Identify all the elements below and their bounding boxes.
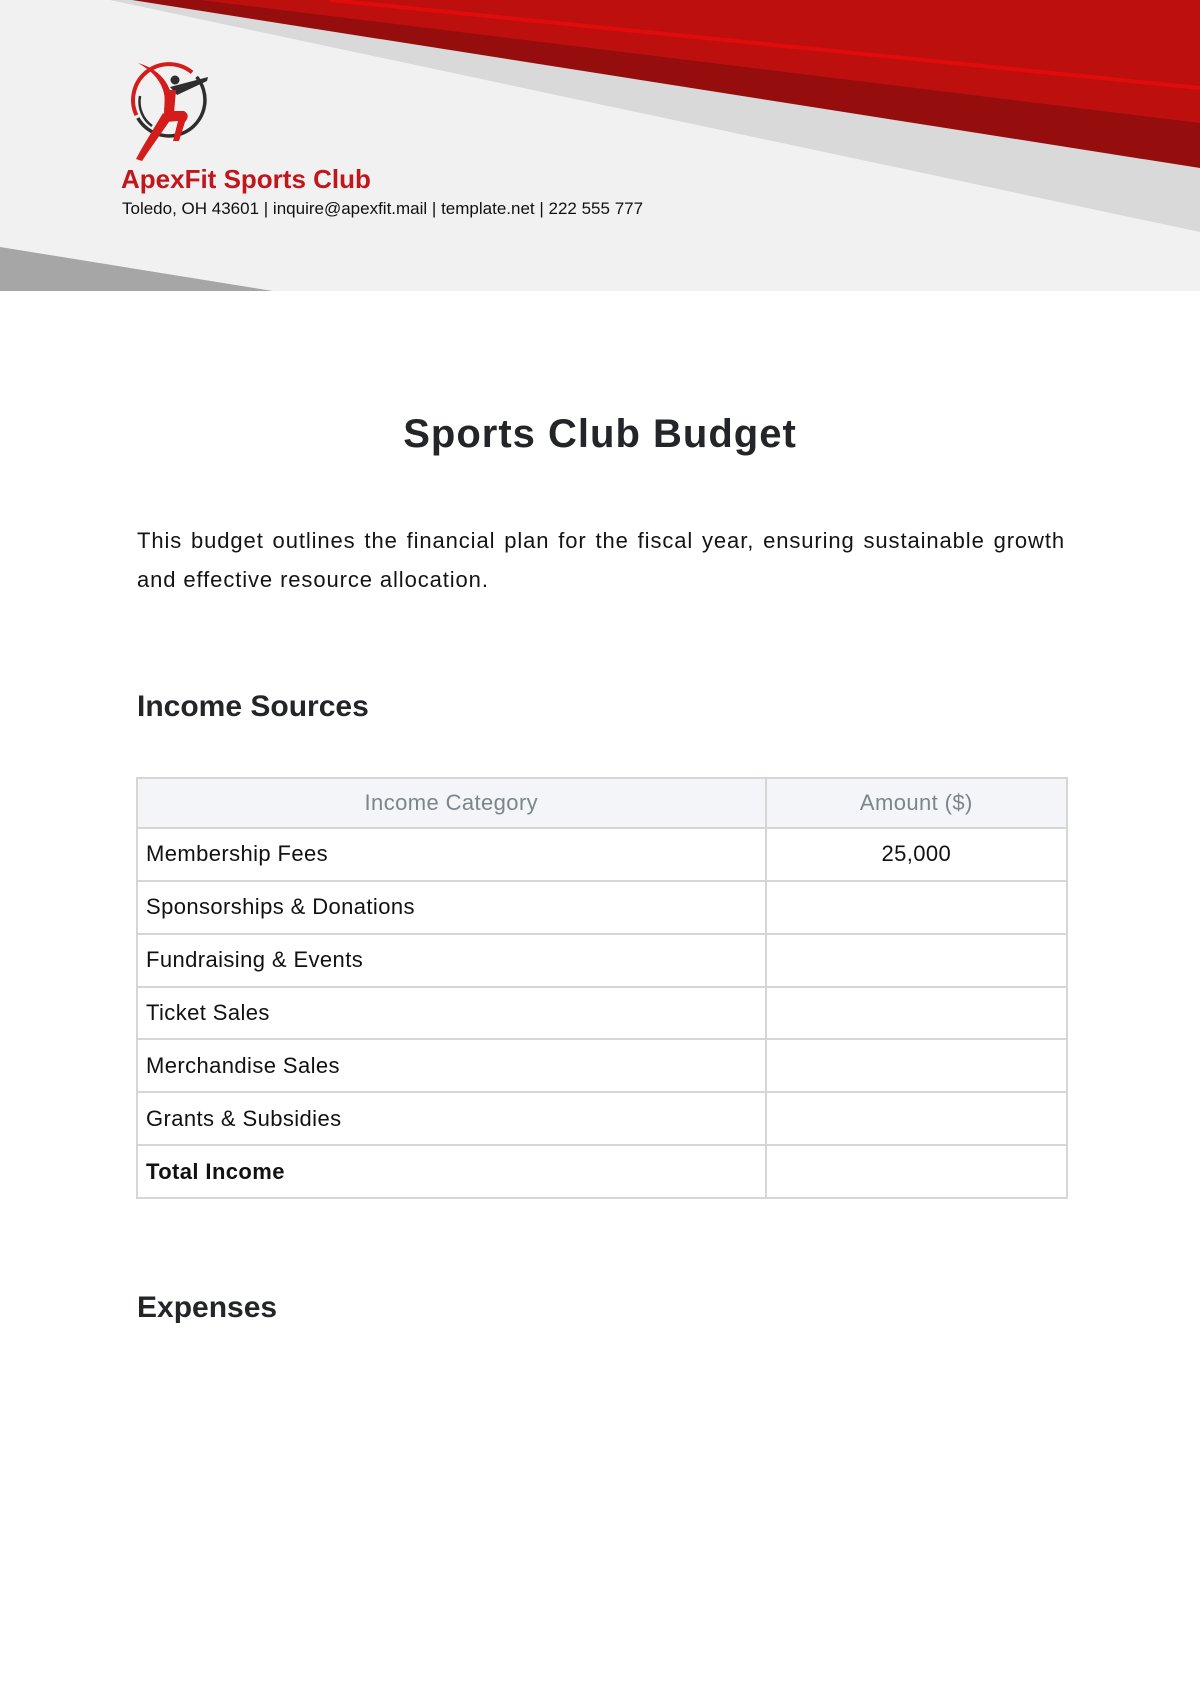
column-header-category: Income Category — [137, 778, 766, 828]
income-category-cell: Fundraising & Events — [137, 934, 766, 987]
contact-separator: | — [259, 199, 273, 218]
athlete-logo-icon — [118, 60, 218, 165]
contact-separator: | — [427, 199, 442, 218]
total-income-label: Total Income — [137, 1145, 766, 1198]
document-title: Sports Club Budget — [403, 412, 797, 456]
table-header-row — [137, 778, 1067, 828]
contact-email: inquire@apexfit.mail — [272, 199, 428, 218]
income-amount-cell — [766, 1092, 1067, 1145]
total-income-amount — [766, 1145, 1067, 1198]
table-row — [137, 881, 1067, 934]
income-amount-cell — [766, 934, 1067, 987]
income-category-cell: Ticket Sales — [137, 987, 766, 1040]
table-row — [137, 934, 1067, 987]
income-category-cell: Sponsorships & Donations — [137, 881, 766, 934]
total-income-row — [137, 1145, 1067, 1198]
contact-separator: | — [534, 199, 549, 218]
intro-paragraph: This budget outlines the financial plan for the fiscal year, ensuring sustainable growth and effective resource allocation. — [137, 528, 1065, 592]
income-category-cell: Merchandise Sales — [137, 1039, 766, 1092]
table-row — [137, 1092, 1067, 1145]
income-sources-heading: Income Sources — [137, 690, 369, 723]
income-table — [136, 777, 1068, 1199]
income-category-cell: Membership Fees — [137, 828, 766, 881]
contact-line — [122, 199, 643, 219]
column-header-amount: Amount ($) — [766, 778, 1067, 828]
table-row — [137, 1039, 1067, 1092]
table-row — [137, 987, 1067, 1040]
contact-phone: 222 555 777 — [548, 199, 644, 218]
income-amount-cell: 25,000 — [766, 828, 1067, 881]
contact-address: Toledo, OH 43601 — [122, 199, 260, 218]
income-amount-cell — [766, 881, 1067, 934]
company-name: ApexFit Sports Club — [121, 164, 371, 194]
expenses-heading: Expenses — [137, 1291, 278, 1324]
table-row — [137, 828, 1067, 881]
income-amount-cell — [766, 1039, 1067, 1092]
income-category-cell: Grants & Subsidies — [137, 1092, 766, 1145]
letterhead — [0, 0, 1200, 291]
income-amount-cell — [766, 987, 1067, 1040]
contact-website: template.net — [441, 199, 535, 218]
